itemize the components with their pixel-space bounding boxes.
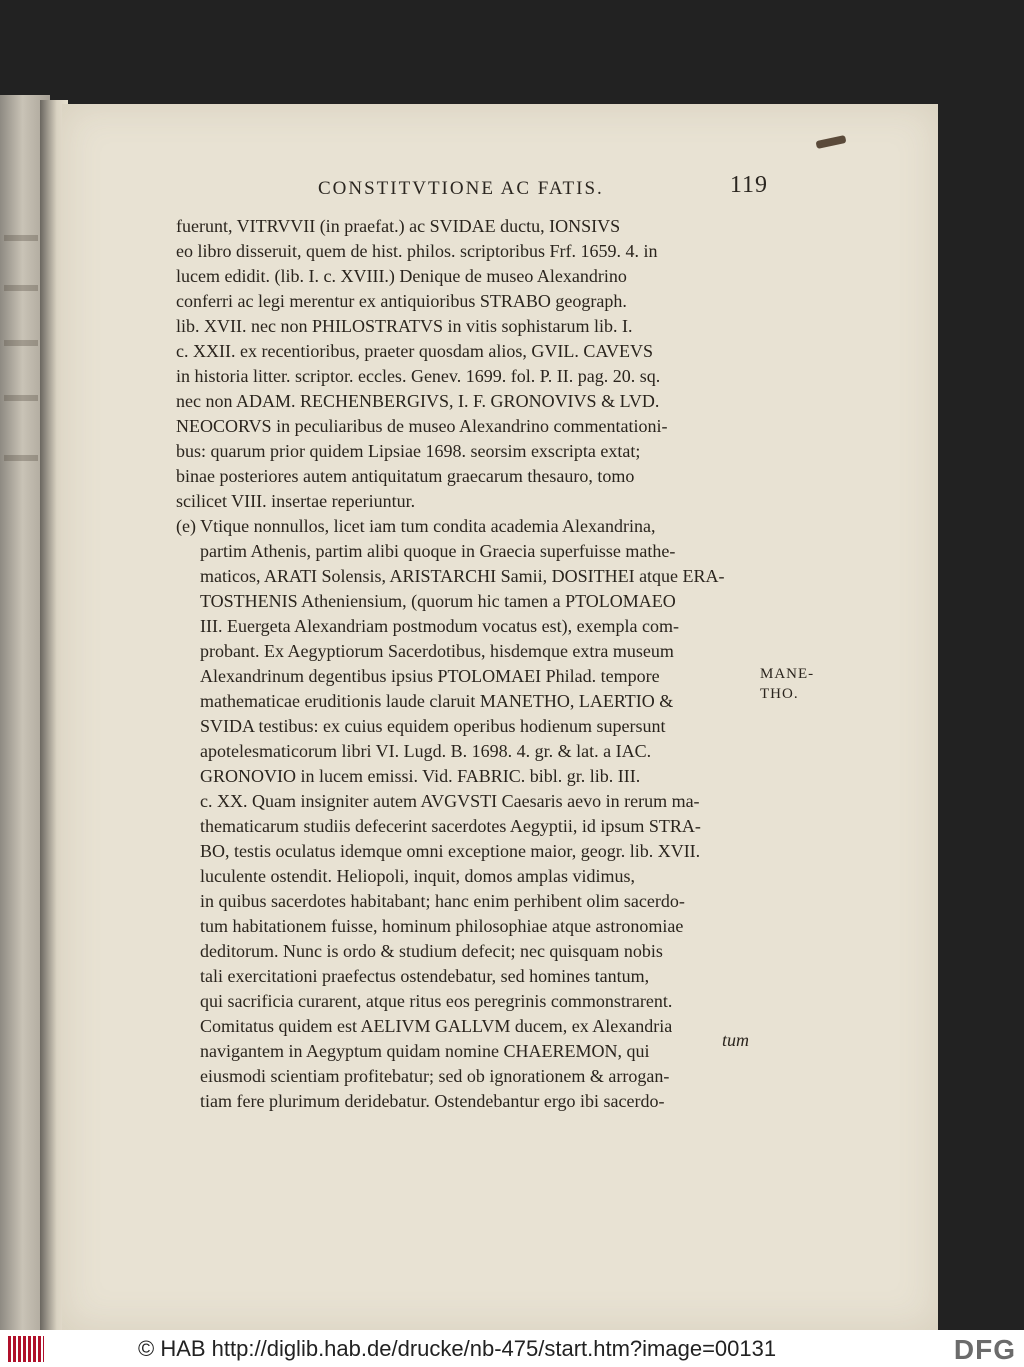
viewer-footer — [0, 1330, 1024, 1367]
text-line: conferri ac legi merentur ex antiquioribus STRABO geograph. — [176, 291, 627, 311]
text-line: partim Athenis, partim alibi quoque in Graecia superfuisse mathe- — [200, 541, 676, 561]
text-line: BO, testis oculatus idemque omni exceptione maior, geogr. lib. XVII. — [200, 841, 701, 861]
text-line: TOSTHENIS Atheniensium, (quorum hic tamen a PTOLOMAEO — [200, 591, 676, 611]
text-line: NEOCORVS in peculiaribus de museo Alexandrino commentationi- — [176, 416, 668, 436]
text-line: tali exercitationi praefectus ostendebatur, sed homines tantum, — [200, 966, 650, 986]
text-line: thematicarum studiis defecerint sacerdotes Aegyptii, id ipsum STRA- — [200, 816, 701, 836]
dfg-logo: DFG — [953, 1334, 1016, 1365]
running-head — [318, 172, 768, 200]
text-line: luculente ostendit. Heliopoli, inquit, domos amplas vidimus, — [200, 866, 635, 886]
ghost-text — [4, 340, 38, 346]
text-line: eo libro disseruit, quem de hist. philos. scriptoribus Frf. 1659. 4. in — [176, 241, 658, 261]
text-line: tum habitationem fuisse, hominum philosophiae atque astronomiae — [200, 916, 684, 936]
margin-note-line: MANE- — [760, 666, 815, 682]
text-line: nec non ADAM. RECHENBERGIVS, I. F. GRONOVIVS & LVD. — [176, 391, 660, 411]
ghost-text — [4, 395, 38, 401]
text-line: in historia litter. scriptor. eccles. Genev. 1699. fol. P. II. pag. 20. sq. — [176, 366, 661, 386]
text-line: maticos, ARATI Solensis, ARISTARCHI Samii, DOSITHEI atque ERA- — [200, 566, 725, 586]
hab-logo-icon — [8, 1336, 44, 1362]
text-line: tiam fere plurimum deridebatur. Ostendebantur ergo ibi sacerdo- — [200, 1091, 665, 1111]
ghost-text — [4, 235, 38, 241]
text-line: Alexandrinum degentibus ipsius PTOLOMAEI Philad. tempore — [200, 666, 660, 686]
text-line: apotelesmaticorum libri VI. Lugd. B. 1698. 4. gr. & lat. a IAC. — [200, 741, 652, 761]
margin-note-line: THO. — [760, 686, 799, 702]
text-line: scilicet VIII. insertae reperiuntur. — [176, 491, 416, 511]
text-line: bus: quarum prior quidem Lipsiae 1698. seorsim exscripta extat; — [176, 441, 641, 461]
ghost-text — [4, 285, 38, 291]
text-line: in quibus sacerdotes habitabant; hanc enim perhibent olim sacerdo- — [200, 891, 685, 911]
ghost-text — [4, 455, 38, 461]
text-line: eiusmodi scientiam profitebatur; sed ob ignorationem & arrogan- — [200, 1066, 670, 1086]
text-line: lib. XVII. nec non PHILOSTRATVS in vitis sophistarum lib. I. — [176, 316, 633, 336]
text-line: (e) Vtique nonnullos, licet iam tum condita academia Alexandrina, — [176, 516, 656, 536]
text-line: probant. Ex Aegyptiorum Sacerdotibus, hisdemque extra museum — [200, 641, 674, 661]
text-line: qui sacrificia curarent, atque ritus eos peregrinis commonstrarent. — [200, 991, 673, 1011]
text-line: deditorum. Nunc is ordo & studium defecit; nec quisquam nobis — [200, 941, 663, 961]
text-line: lucem edidit. (lib. I. c. XVIII.) Denique de museo Alexandrino — [176, 266, 627, 286]
text-line: mathematicae eruditionis laude claruit MANETHO, LAERTIO & — [200, 691, 674, 711]
text-line: SVIDA testibus: ex cuius equidem operibus hodienum supersunt — [200, 716, 666, 736]
text-line: GRONOVIO in lucem emissi. Vid. FABRIC. bibl. gr. lib. III. — [200, 766, 641, 786]
body-text — [176, 214, 754, 1114]
catchword: tum — [722, 1030, 749, 1050]
text-line: binae posteriores autem antiquitatum graecarum thesauro, tomo — [176, 466, 635, 486]
text-line: III. Euergeta Alexandriam postmodum vocatus est), exempla com- — [200, 616, 680, 636]
text-line: fuerunt, VITRVVII (in praefat.) ac SVIDAE ductu, IONSIVS — [176, 216, 621, 236]
text-line: Comitatus quidem est AELIVM GALLVM ducem, ex Alexandria — [200, 1016, 673, 1036]
text-line: c. XX. Quam insigniter autem AVGVSTI Caesaris aevo in rerum ma- — [200, 791, 700, 811]
margin-note — [760, 664, 814, 704]
text-line: navigantem in Aegyptum quidam nomine CHAEREMON, qui — [200, 1041, 650, 1061]
text-line: c. XXII. ex recentioribus, praeter quosdam alios, GVIL. CAVEVS — [176, 341, 654, 361]
copyright-link[interactable]: © HAB http://diglib.hab.de/drucke/nb-475/start.htm?image=00131 — [138, 1335, 777, 1361]
page-number: 119 — [729, 172, 768, 198]
running-head-title: CONSTITVTIONE AC FATIS. — [318, 178, 604, 199]
